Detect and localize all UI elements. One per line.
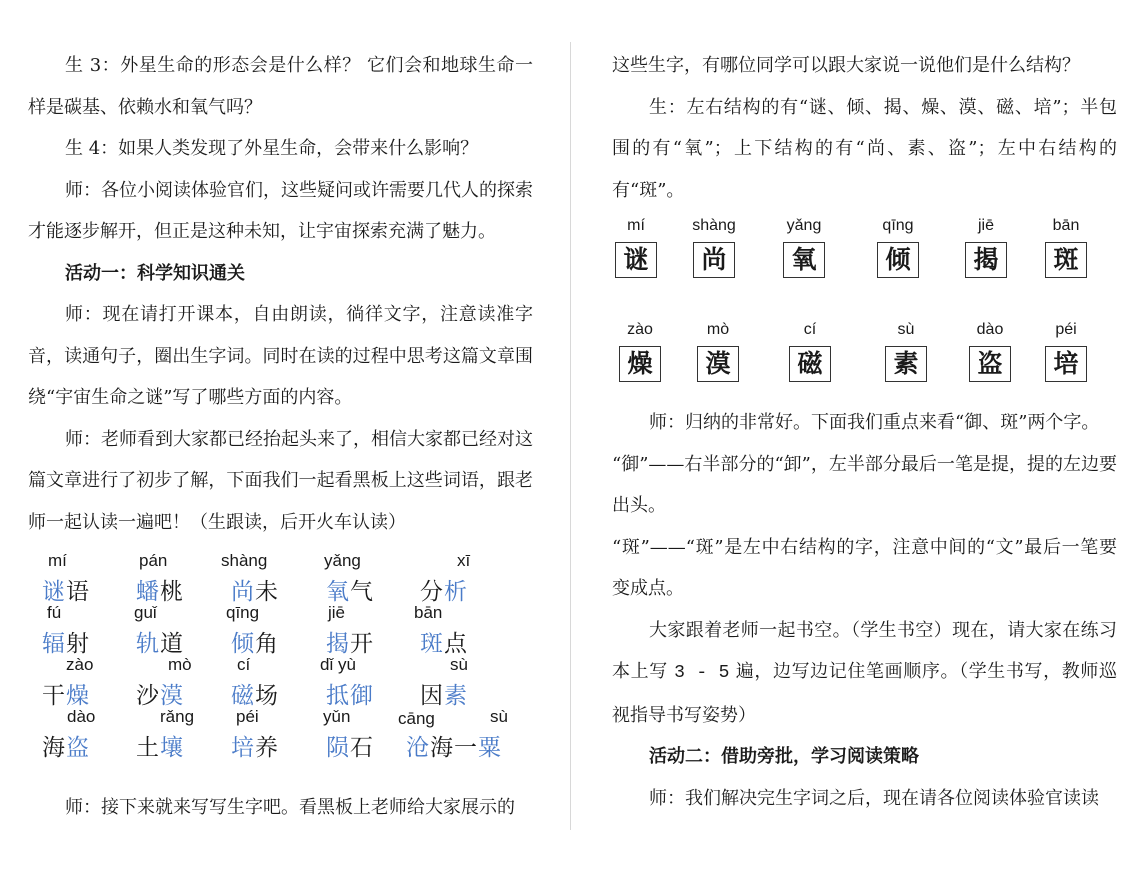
- known-character: 干: [42, 683, 66, 709]
- new-character: 培: [231, 735, 255, 761]
- practice-text-a: 大家跟着老师一起书空。（学生书空）现在，请大家在练习本上写: [612, 619, 1117, 682]
- word-text: [420, 677, 468, 710]
- word-text: [42, 573, 90, 606]
- pinyin-label: mí: [48, 551, 67, 570]
- word-text: [42, 677, 90, 710]
- pinyin-label: yǎng: [786, 217, 822, 234]
- pinyin-label: rǎng: [160, 707, 195, 726]
- character-card: [780, 215, 828, 278]
- character-card: [786, 319, 834, 382]
- heading-activity-2: 活动二：借助旁批，学习阅读策略: [649, 746, 919, 767]
- word-text: [326, 677, 374, 710]
- known-character: 海: [42, 735, 66, 761]
- paragraph-ban-note: “斑”——“斑”是左中右结构的字，注意中间的“文”最后一笔要变成点。: [612, 536, 1117, 599]
- character-card: [1042, 215, 1090, 278]
- pinyin-label: qīng: [226, 603, 260, 622]
- new-character: 漠: [160, 683, 184, 709]
- pinyin-label: shàng: [692, 217, 736, 234]
- character-card: [882, 319, 930, 382]
- new-character: 陨: [326, 735, 350, 761]
- new-character: 壤: [160, 735, 184, 761]
- character-box: 尚: [693, 242, 735, 278]
- word-text: [406, 729, 502, 762]
- word-text: [136, 625, 184, 658]
- new-character: 倾: [231, 631, 255, 657]
- known-character: 沙: [136, 683, 160, 709]
- paragraph-yu-note: “御”——右半部分的“卸”，左半部分最后一笔是提，提的左边要出头。: [612, 453, 1117, 516]
- known-character: 海一: [430, 735, 478, 761]
- known-character: 角: [255, 631, 279, 657]
- word-text: [42, 729, 90, 762]
- known-character: 桃: [160, 579, 184, 605]
- practice-count: 3 - 5: [674, 663, 730, 683]
- character-card: [690, 215, 738, 278]
- pinyin-label: sù: [450, 655, 468, 674]
- paragraph-teacher-2: 师：现在请打开课本，自由朗读，徜徉文字，注意读准字音，读通句子，圈出生字词。同时在读的过程中思考这篇文章围绕“宇宙生命之谜”写了哪些方面的内容。: [28, 304, 533, 408]
- pinyin-label: cāng: [398, 709, 435, 728]
- pinyin-label: péi: [1055, 321, 1077, 338]
- new-character: 磁: [231, 683, 255, 709]
- character-box: 谜: [615, 242, 657, 278]
- pinyin-label: sù: [490, 707, 508, 726]
- new-character: 沧: [406, 735, 430, 761]
- right-column: [612, 45, 1117, 819]
- paragraph-teacher-1: 师：各位小阅读体验官们，这些疑问或许需要几代人的探索才能逐步解开，但正是这种未知，让宇宙探索充满了魅力。: [28, 179, 533, 242]
- character-box: 氧: [783, 242, 825, 278]
- paragraph-student4: 生 4：如果人类发现了外星生命，会带来什么影响？: [65, 138, 479, 159]
- known-character: 道: [160, 631, 184, 657]
- left-column: [28, 45, 533, 829]
- new-character: 燥: [66, 683, 90, 709]
- new-character: 尚: [231, 579, 255, 605]
- word-text: [231, 625, 279, 658]
- known-character: 射: [66, 631, 90, 657]
- heading-activity-1: 活动一：科学知识通关: [65, 262, 245, 284]
- word-text: [326, 625, 374, 658]
- character-box: 盗: [969, 346, 1011, 382]
- pinyin-label: dào: [976, 321, 1004, 338]
- known-character: 分: [420, 579, 444, 605]
- paragraph-teacher-4: 师：接下来就来写写生字吧。看黑板上老师给大家展示的: [65, 797, 515, 818]
- pinyin-label: jiē: [328, 603, 346, 622]
- column-divider: [570, 42, 571, 830]
- paragraph-continued: 这些生字，有哪位同学可以跟大家说一说他们是什么结构？: [612, 55, 1080, 76]
- new-character: 粟: [478, 735, 502, 761]
- character-card: [612, 215, 660, 278]
- word-text: [231, 677, 279, 710]
- character-card: [962, 215, 1010, 278]
- character-box: 漠: [697, 346, 739, 382]
- new-character: 素: [444, 683, 468, 709]
- character-box: 素: [885, 346, 927, 382]
- new-character: 揭: [326, 631, 350, 657]
- known-character: 场: [255, 683, 279, 709]
- new-character: 谜: [42, 579, 66, 605]
- character-card: [1042, 319, 1090, 382]
- new-character: 轨: [136, 631, 160, 657]
- paragraph-student-structure: 生：左右结构的有“谜、倾、揭、燥、漠、磁、培”；半包围的有“氧”；上下结构的有“尚、素、盗”；左中右结构的有“斑”。: [612, 96, 1117, 201]
- word-text: [326, 573, 374, 606]
- known-character: 语: [66, 579, 90, 605]
- character-card: [616, 319, 664, 382]
- pinyin-label: guǐ: [134, 603, 157, 622]
- paragraph-teacher-summary: 师：归纳的非常好。下面我们重点来看“御、斑”两个字。: [649, 412, 1100, 433]
- character-card: [874, 215, 922, 278]
- pinyin-label: bān: [1052, 217, 1080, 234]
- character-box: 倾: [877, 242, 919, 278]
- pinyin-label: cí: [237, 655, 251, 674]
- pinyin-label: xī: [457, 551, 471, 570]
- pinyin-label: péi: [236, 707, 259, 726]
- word-text: [420, 625, 468, 658]
- vocabulary-grid: [28, 551, 533, 781]
- word-text: [420, 573, 468, 606]
- pinyin-label: yǎng: [324, 551, 361, 570]
- known-character: 未: [255, 579, 279, 605]
- word-text: [231, 573, 279, 606]
- known-character: 石: [350, 735, 374, 761]
- pinyin-label: mí: [627, 217, 645, 234]
- character-box: 磁: [789, 346, 831, 382]
- known-character: 气: [350, 579, 374, 605]
- known-character: 因: [420, 683, 444, 709]
- new-character: 斑: [420, 631, 444, 657]
- pinyin-label: bān: [414, 603, 443, 622]
- known-character: 开: [350, 631, 374, 657]
- known-character: 养: [255, 735, 279, 761]
- new-character: 盗: [66, 735, 90, 761]
- known-character: 土: [136, 735, 160, 761]
- pinyin-label: yǔn: [323, 707, 351, 726]
- pinyin-label: fú: [47, 603, 62, 622]
- pinyin-label: zào: [66, 655, 94, 674]
- paragraph-student3: 生 3：外星生命的形态会是什么样？ 它们会和地球生命一样是碳基、依赖水和氧气吗？: [28, 55, 533, 118]
- paragraph-writing-practice: [612, 610, 1117, 737]
- new-character: 蟠: [136, 579, 160, 605]
- known-character: 点: [444, 631, 468, 657]
- character-grid: [612, 215, 1117, 390]
- pinyin-label: pán: [139, 551, 168, 570]
- word-text: [42, 625, 90, 658]
- pinyin-label: shàng: [221, 551, 268, 570]
- paragraph-teacher-5: 师：我们解决完生字词之后，现在请各位阅读体验官读读: [649, 787, 1099, 809]
- character-box: 斑: [1045, 242, 1087, 278]
- pinyin-label: dào: [67, 707, 96, 726]
- word-text: [326, 729, 374, 762]
- new-character: 析: [444, 579, 468, 605]
- pinyin-label: cí: [803, 321, 817, 338]
- word-text: [136, 729, 184, 762]
- word-text: [136, 677, 184, 710]
- new-character: 氧: [326, 579, 350, 605]
- pinyin-label: mò: [168, 655, 192, 674]
- pinyin-label: qīng: [882, 217, 914, 234]
- paragraph-teacher-3: 师：老师看到大家都已经抬起头来了，相信大家都已经对这篇文章进行了初步了解，下面我们一起看黑板上这些词语，跟老师一起认读一遍吧！（生跟读，后开火车认读）: [28, 428, 533, 533]
- pinyin-label: dǐ yù: [320, 655, 356, 674]
- character-box: 培: [1045, 346, 1087, 382]
- word-text: [231, 729, 279, 762]
- character-box: 燥: [619, 346, 661, 382]
- new-character: 抵御: [326, 683, 374, 709]
- practice-text-b: 遍，边写边记住笔画顺序。（学生书写，教师巡视指导书写姿势）: [612, 661, 1117, 726]
- pinyin-label: zào: [627, 321, 653, 338]
- pinyin-label: mò: [706, 321, 730, 338]
- character-card: [694, 319, 742, 382]
- pinyin-label: sù: [897, 321, 915, 338]
- pinyin-label: jiē: [977, 217, 994, 234]
- character-card: [966, 319, 1014, 382]
- word-text: [136, 573, 184, 606]
- new-character: 辐: [42, 631, 66, 657]
- character-box: 揭: [965, 242, 1007, 278]
